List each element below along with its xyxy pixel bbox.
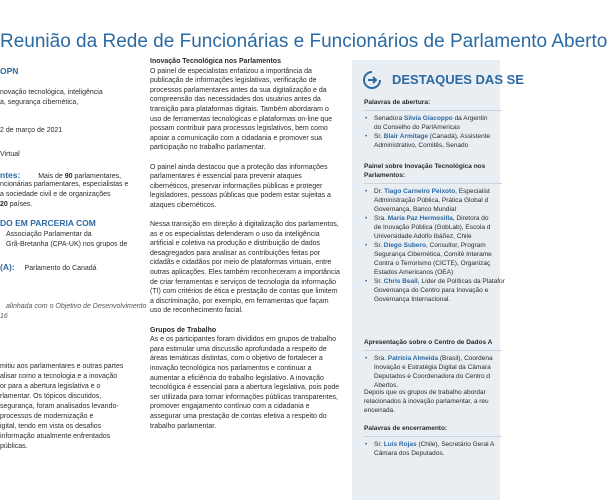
sdg-line-2: 16 [0, 313, 8, 320]
speaker-line [364, 449, 504, 458]
speaker-detail: Câmara dos Deputados. [374, 450, 445, 457]
participants-post: parlamentares, [72, 173, 122, 180]
speaker-prefix: Sr. [374, 278, 384, 285]
speaker-prefix: Dr. [374, 188, 385, 195]
speaker-line [364, 241, 504, 250]
speaker-detail: Contra o Terrorismo (CICTE), Organizaç [374, 260, 491, 267]
speaker-prefix: Sr. [374, 441, 384, 448]
summary-line-3: or para a abertura legislativa e o [0, 383, 101, 390]
host-heading: (A): [0, 262, 15, 272]
speaker-prefix: Senadora [374, 115, 404, 122]
speaker-name: María Paz Hermosilla [387, 215, 453, 222]
speaker-detail: Abertos. [374, 382, 399, 389]
summary-line-5: segurança, foram analisados levando- [0, 403, 119, 410]
groups-note [364, 388, 504, 415]
summary-line-9: públicas. [0, 443, 28, 450]
summary-line-4: rlamentar. Os tópicos discutidos, [0, 393, 102, 400]
topic-line-2: a, segurança cibernética, [0, 99, 79, 106]
speaker-name: Diego Subero [383, 242, 427, 249]
speaker-detail: , Especialist [455, 188, 490, 195]
speaker-detail: Governança, Banco Mundial [374, 206, 457, 213]
participants-count: 90 [64, 173, 73, 180]
speaker-line [364, 363, 504, 372]
panel-section [364, 162, 504, 304]
partner-line-2: Grã-Bretanha (CPA-UK) nos grupos de [6, 241, 128, 248]
divider [364, 183, 502, 184]
closing-list [364, 440, 504, 458]
speaker-detail: Inovação e Estratégia Digital da Câmara [374, 364, 491, 371]
speaker-line [364, 196, 504, 205]
summary-line-2: alisar como a tecnologia e a inovação [0, 373, 118, 380]
speaker-name: Chris Beall [383, 278, 418, 285]
speaker-name: Luis Rojas [383, 441, 417, 448]
speaker-line [364, 440, 504, 449]
participants-line-2: a sociedade civil e de organizações [0, 191, 111, 198]
speaker-name: Patrícia Almeida [387, 355, 439, 362]
paragraph-1: O painel de especialistas enfatizou a importância da publicação de informações legislativas, verificação de processos parlamentares antes da sua digitalização e da compreensão das necessidades dos usuários antes da transição para plataformas digitais. Também abordaram o uso de ferramentas tecnológicas e plataformas on-line que possam contribuir para processos legislativos, bem como apoiar a comunicação com a cidadania e promover sua participação no trabalho parlamentar. [150, 67, 333, 152]
speaker-detail: Governança Internacional. [374, 296, 451, 303]
speaker-detail: (Chile), Secretário Geral A [416, 441, 495, 448]
speaker-line [364, 114, 504, 123]
participants-line-1: ncionárias parlamentares, especialistas e [0, 181, 129, 188]
speaker-detail: , Consultor, Program [426, 242, 486, 249]
speaker-detail: Administração Pública, Prática Global d [374, 197, 489, 204]
divider [364, 350, 502, 351]
participants-pre: Mais de [38, 173, 65, 180]
summary-line-6: processos de modernização e [0, 413, 94, 420]
closing-section [364, 424, 504, 458]
host-value: Parlamento do Canadá [24, 265, 97, 272]
presentation-list [364, 354, 504, 390]
opening-list [364, 114, 504, 150]
speaker-name: Silvia Giacoppo [404, 115, 453, 122]
page-title: Reunião da Rede de Funcionárias e Funcionários de Parlamento Aberto [0, 31, 607, 52]
paragraph-4: As e os participantes foram divididos em grupos de trabalho para estimular uma discussão aprofundada a respeito de áreas temáticas distintas, com o objetivo de fortalecer a inovação tecnológica nos parlamentos e continuar a aumentar a eficiência do trabalho legislativo. A inovação tecnológica é essencial para a abertura legislativa, pois pode ser utilizada para tornar informações públicas transparentes, promover engajamento contínuo com a cidadania e assegurar uma prestação de contas efetiva a respeito do trabalho parlamentar. [150, 336, 340, 430]
section-heading-groups: Grupos de Trabalho [150, 326, 217, 334]
speaker-line [364, 187, 504, 196]
participants-countries [0, 200, 32, 210]
topic-line-1: novação tecnológica, inteligência [0, 89, 103, 96]
speaker-detail: (Canadá), Assistente [427, 133, 491, 140]
presentation-section [364, 338, 504, 390]
speaker-line [364, 286, 504, 295]
speaker-line [364, 141, 504, 150]
speaker-detail: Governança do Centro para Inovação e [374, 287, 489, 294]
summary-line-7: igital, tendo em vista os desafios [0, 423, 102, 430]
highlights-panel [352, 60, 524, 500]
speaker-prefix: Sr. [374, 133, 384, 140]
divider [364, 436, 502, 437]
speaker-line [364, 214, 504, 223]
panel-title: DESTAQUES DAS SE [392, 72, 524, 87]
countries-count: 20 [0, 201, 8, 208]
closing-heading: Palavras de encerramento: [364, 425, 448, 432]
partner-heading: DO EM PARCERIA COM [0, 218, 96, 228]
speaker-line [364, 268, 504, 277]
groups-line-3: encerrada. [364, 407, 396, 414]
summary-line-8: informação atualmente enfrentados [0, 433, 111, 440]
section-heading-innovation: Inovação Tecnológica nos Parlamentos [150, 58, 281, 65]
speaker-detail: Estados Americanos (OEA) [374, 269, 454, 276]
panel-list [364, 187, 504, 304]
participants-label: ntes: [0, 170, 21, 180]
panel-heading-line-2: Parlamentos: [364, 172, 406, 179]
speaker-detail: da Argentin [452, 115, 488, 122]
panel-heading-line-1: Painel sobre Inovação Tecnológica nos [364, 163, 486, 170]
speaker-name: Tiago Carneiro Peixoto [384, 188, 456, 195]
speaker-detail: , Diretora do [452, 215, 489, 222]
speaker-line [364, 372, 504, 381]
speaker-detail: Administrativo, Comitês, Senado [374, 142, 469, 149]
host-row [0, 262, 97, 274]
middle-column [150, 57, 340, 441]
speaker-line [364, 277, 504, 286]
speaker-detail: de Inovação Pública (GobLab), Escola d [374, 224, 491, 231]
speaker-prefix: Sra. [374, 355, 388, 362]
speaker-line [364, 295, 504, 304]
speaker-line [364, 205, 504, 214]
speaker-line [364, 223, 504, 232]
speaker-line [364, 232, 504, 241]
speaker-prefix: Sr. [374, 242, 384, 249]
speaker-detail: Segurança Cibernética, Comitê Interame [374, 251, 492, 258]
speaker-line [364, 123, 504, 132]
sdg-line-1: alinhada com o Objetivo de Desenvolvimento [6, 303, 147, 310]
countries-post: países. [7, 201, 33, 208]
speaker-detail: Deputados e Coordenadora do Centro d [374, 373, 490, 380]
opening-heading: Palavras de abertura: [364, 99, 431, 106]
speaker-line [364, 250, 504, 259]
summary-line-1: mitiu aos parlamentares e outras partes [0, 363, 124, 370]
paragraph-3: Nessa transição em direção à digitalização dos parlamentos, as e os especialistas defenderam o uso da inteligência artificial e coletiva na produção e distribuição de dados desagregados para analisar as contribuições feitas por cidadãs e cidadãos por meio de plataformas virtuais, entre outras aplicações. Eles também reconheceram a importância de criar ferramentas e serviços de tecnologia da informação (TI) com critérios de ética e prestação de contas que limitem a discriminação, por exemplo, em ferramentas que façam uso de reconhecimento facial. [150, 221, 340, 315]
speaker-detail: (Brasil), Coordena [438, 355, 493, 362]
presentation-heading: Apresentação sobre o Centro de Dados A [364, 339, 493, 346]
chevron-circle-icon [362, 70, 382, 90]
org-label: OPN [0, 66, 19, 76]
event-date: 2 de março de 2021 [0, 127, 63, 134]
divider [364, 110, 502, 111]
speaker-detail: do Conselho do ParlAmericas [374, 124, 460, 131]
partner-line-1: Associação Parlamentar da [6, 231, 92, 238]
speaker-prefix: Sra. [374, 215, 388, 222]
paragraph-2: O painel ainda destacou que a proteção das informações parlamentares é essencial para prevenir ataques cibernéticos, preservar informações públicas e proteger legisladores, pessoas públicas que podem estar sujeitas a ataques cibernéticos. [150, 163, 331, 209]
speaker-name: Blair Armitage [383, 133, 428, 140]
speaker-detail: , Líder de Políticas da Platafor [417, 278, 505, 285]
speaker-line [364, 259, 504, 268]
speaker-line [364, 132, 504, 141]
groups-line-2: relacionados à inovação parlamentar, a reu [364, 398, 489, 405]
speaker-line [364, 354, 504, 363]
event-format: Virtual [0, 151, 20, 158]
speaker-detail: Universidade Adolfo Ibáñez, Chile [374, 233, 472, 240]
groups-line-1: Depois que os grupos de trabalho abordar [364, 389, 486, 396]
opening-section [364, 98, 504, 150]
